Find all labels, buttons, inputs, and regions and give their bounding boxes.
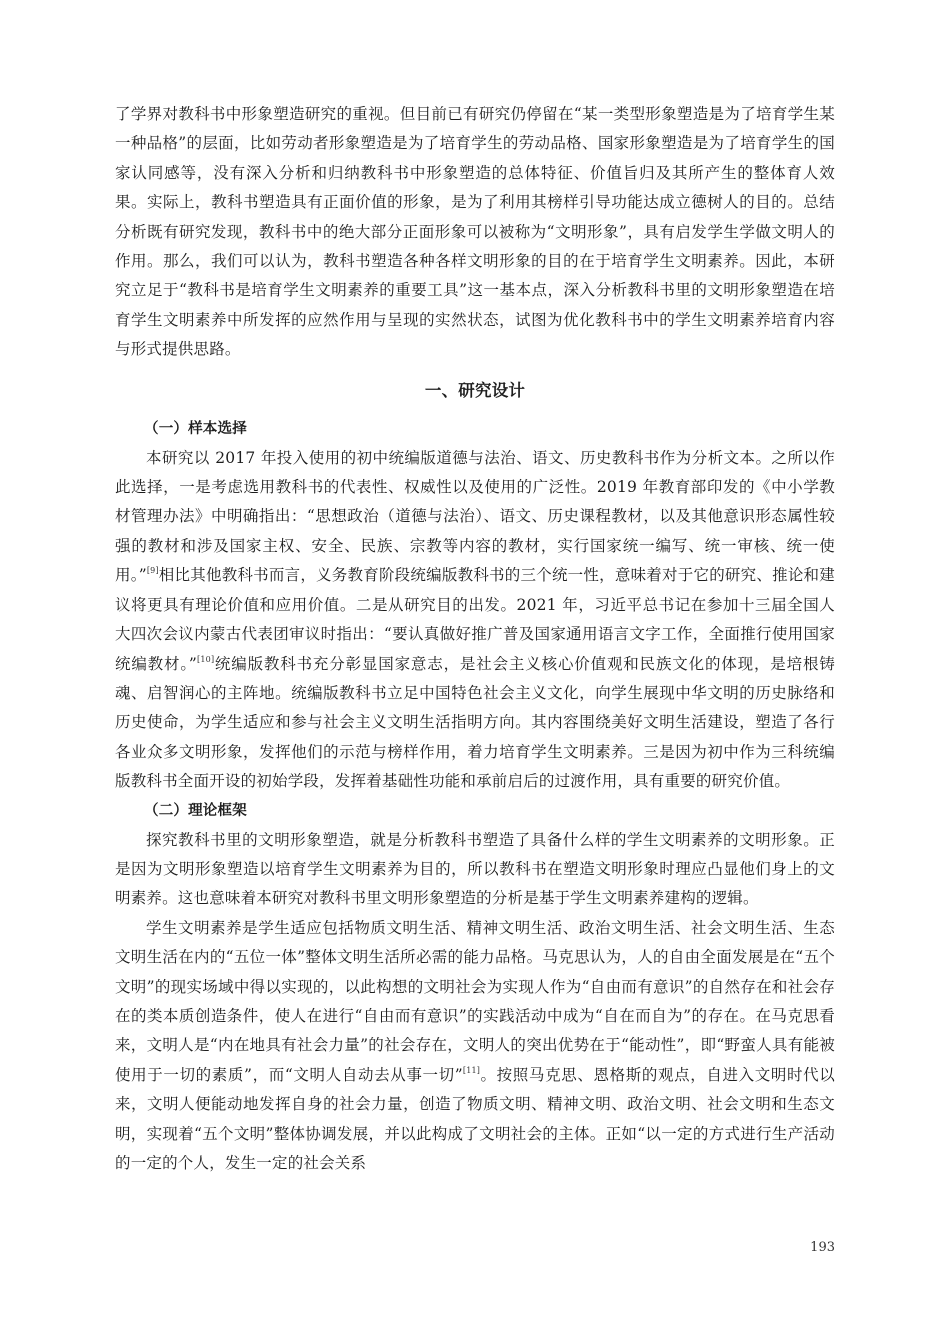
subsection-heading-sample: （一）样本选择 bbox=[144, 420, 247, 437]
theory-text-part1: 学生文明素养是学生适应包括物质文明生活、精神文明生活、政治文明生活、社会文明生活、生态文明生活在内的“五位一体”整体文明生活所必需的能力品格。马克思认为，人的自由全面发展是在“五个文明”的现实场域中得以实现的，以此构想的文明社会为实现人作为“自由而有意识”的自然存在和社会存在的类本质创造条件，使人在进行“自由而有意识”的实践活动中成为“自在而自为”的存在。在马克思看来，文明人是“内在地具有社会力量”的社会存在，文明人的突出优势在于“能动性”，即“野蛮人具有能被使用于一切的素质”，而“文明人自动去从事一切” bbox=[115, 918, 835, 1084]
sample-text-part3: 统编版教科书充分彰显国家意志，是社会主义核心价值观和民族文化的体现，是培根铸魂、启智润心的主阵地。统编版教科书立足中国特色社会主义文化，向学生展现中华文明的历史脉络和历史使命，为学生适应和参与社会主义文明生活指明方向。其内容围绕美好文明生活建设，塑造了各行各业众多文明形象，发挥他们的示范与榜样作用，着力培育学生文明素养。三是因为初中作为三科统编版教科书全面开设的初始学段，发挥着基础性功能和承前启后的过渡作用，具有重要的研究价值。 bbox=[115, 654, 835, 791]
theory-text-part2: 。按照马克思、恩格斯的观点，自进入文明时代以来，文明人便能动地发挥自身的社会力量，创造了物质文明、精神文明、政治文明、社会文明和生态文明，实现着“五个文明”整体协调发展，并以此构成了文明社会的主体。正如“以一定的方式进行生产活动的一定的个人，发生一定的社会关系 bbox=[115, 1065, 836, 1172]
theory-paragraph-1: 探究教科书里的文明形象塑造，就是分析教科书塑造了具备什么样的学生文明素养的文明形象。正是因为文明形象塑造以培育学生文明素养为目的，所以教科书在塑造文明形象时理应凸显他们身上的文明素养。这也意味着本研究对教科书里文明形象塑造的分析是基于学生文明素养建构的逻辑。 bbox=[115, 830, 835, 908]
sample-selection-paragraph bbox=[115, 444, 835, 797]
section-heading: 一、研究设计 bbox=[424, 380, 526, 400]
citation-10: [10] bbox=[197, 654, 215, 664]
intro-paragraph: 了学界对教科书中形象塑造研究的重视。但目前已有研究仍停留在“某一类型形象塑造是为了培育学生某一种品格”的层面，比如劳动者形象塑造是为了培育学生的劳动品格、国家形象塑造是为了培育学生的国家认同感等，没有深入分析和归纳教科书中形象塑造的总体特征、价值旨归及其所产生的整体育人效果。实际上，教科书塑造具有正面价值的形象，是为了利用其榜样引导功能达成立德树人的目的。总结分析既有研究发现，教科书中的绝大部分正面形象可以被称为“文明形象”，具有启发学生学做文明人的作用。那么，我们可以认为，教科书塑造各种各样文明形象的目的在于培育学生文明素养。因此，本研究立足于“教科书是培育学生文明素养的重要工具”这一基本点，深入分析教科书里的文明形象塑造在培育学生文明素养中所发挥的应然作用与呈现的实然状态，试图为优化教科书中的学生文明素养培育内容与形式提供思路。 bbox=[115, 105, 835, 359]
citation-9: [9] bbox=[146, 566, 159, 576]
article-page bbox=[115, 100, 835, 1178]
sample-text-part2: 相比其他教科书而言，义务教育阶段统编版教科书的三个统一性，意味着对于它的研究、推论和建议将更具有理论价值和应用价值。二是从研究目的出发。2021 年，习近平总书记在参加十三届全国人大四次会议内蒙古代表团审议时指出：“要认真做好推广普及国家通用语言文字工作，全面推行使用国家统编教材。” bbox=[115, 566, 835, 673]
theory-paragraph-2 bbox=[115, 914, 835, 1179]
citation-11: [11] bbox=[462, 1065, 481, 1075]
page-number: 193 bbox=[810, 1240, 835, 1255]
subsection-heading-theory: （二）理论框架 bbox=[144, 802, 247, 819]
sample-text-part1: 本研究以 2017 年投入使用的初中统编版道德与法治、语文、历史教科书作为分析文本。之所以作此选择，一是考虑选用教科书的代表性、权威性以及使用的广泛性。2019 年教育部印发的《中小学教材管理办法》中明确指出：“思想政治（道德与法治）、语文、历史课程教材，以及其他意识形态属性较强的教材和涉及国家主权、安全、民族、宗教等内容的教材，实行国家统一编写、统一审核、统一使用。” bbox=[115, 448, 835, 585]
